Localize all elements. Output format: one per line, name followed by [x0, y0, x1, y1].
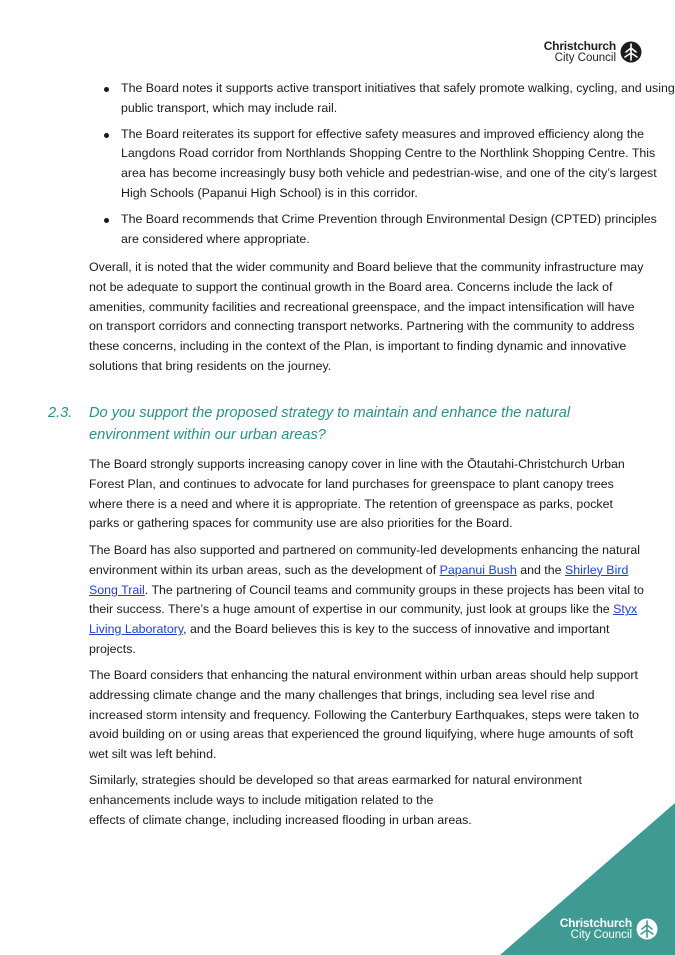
footer-logo: [560, 917, 658, 941]
link-styx-living-laboratory[interactable]: Styx Living Laboratory: [89, 602, 638, 637]
paragraph-canopy-cover: The Board strongly supports increasing canopy cover in line with the Ōtautahi-Christchurch Urban Forest Plan, and continues to advocate for land purchases for greenspace to plant canopy trees where there is a need and where it is appropriate. The retention of greenspace as parks, pocket parks or gathering spaces for community use are also priorities for the Board.: [89, 457, 625, 531]
footer-logo-text: [560, 917, 632, 941]
christchurch-leaf-mark-icon: [620, 41, 642, 63]
paragraph-text: . The partnering of Council teams and community groups in these projects has been vital to their success. There’s a huge amount of expertise in our community, just look at groups like the: [89, 582, 644, 617]
bullet-list: [89, 79, 675, 255]
header-logo-text: [544, 40, 616, 64]
section-title: Do you support the proposed strategy to maintain and enhance the natural environment within our urban areas?: [89, 405, 571, 443]
christchurch-leaf-mark-icon: [636, 918, 658, 940]
paragraph-text: and the: [516, 562, 565, 577]
header-logo: [544, 40, 642, 64]
section-number: 2.3.: [48, 405, 73, 421]
footer-logo-name-line2: City Council: [570, 929, 632, 941]
paragraph-text: effects of climate change, including increased flooding in urban areas.: [89, 812, 472, 827]
bullet-item-active-transport: The Board notes it supports active transport initiatives that safely promote walking, cycling, and using public transport, which may include rail.: [121, 79, 675, 119]
paragraph-climate-change: The Board considers that enhancing the natural environment within urban areas should help support addressing climate change and the many challenges that brings, including sea level rise and increased storm intensity and frequency. Following the Canterbury Earthquakes, steps were taken to avoid building on or using areas that experienced the ground liquifying, where huge amounts of soft wet silt was left behind.: [89, 668, 640, 762]
link-papanui-bush[interactable]: Papanui Bush: [439, 562, 517, 577]
section-heading: [48, 402, 638, 446]
bullet-item-langdons-road: The Board reiterates its support for effective safety measures and improved efficiency along the Langdons Road corridor from Northlands Shopping Centre to the Northlink Shopping Centre. This area has become increasingly busy both vehicle and pedestrian-wise, and one of the city’s largest High Schools (Papanui High School) is in this corridor.: [121, 125, 675, 204]
logo-name-line1: Christchurch: [543, 39, 616, 53]
paragraph-text: Similarly, strategies should be developed so that areas earmarked for natural environment enhancements include ways to include mitigation related to the: [89, 773, 582, 807]
footer-logo-name-line1: Christchurch: [559, 916, 632, 930]
link-shirley-bird-song-trail[interactable]: Shirley Bird Song Trail: [89, 562, 629, 597]
paragraph-text: The Board has also supported and partnered on community-led developments enhancing the natural environment within its urban areas, such as the development of: [89, 543, 641, 577]
overall-paragraph: Overall, it is noted that the wider community and Board believe that the community infrastructure may not be adequate to support the continual growth in the Board area. Concerns include the lack of amenities, community facilities and recreational greenspace, and the impact intensification will have on transport corridors and connecting transport networks. Partnering with the community to address these concerns, including in the context of the Plan, is important to finding dynamic and innovative solutions that bring residents on the journey.: [89, 260, 644, 373]
paragraph-community-developments: [89, 541, 644, 660]
logo-name-line2: City Council: [554, 52, 616, 64]
bullet-item-cpted: The Board recommends that Crime Prevention through Environmental Design (CPTED) principles are considered where appropriate.: [121, 210, 675, 250]
paragraph-text: , and the Board believes this is key to the success of innovative and important projects.: [89, 622, 610, 656]
